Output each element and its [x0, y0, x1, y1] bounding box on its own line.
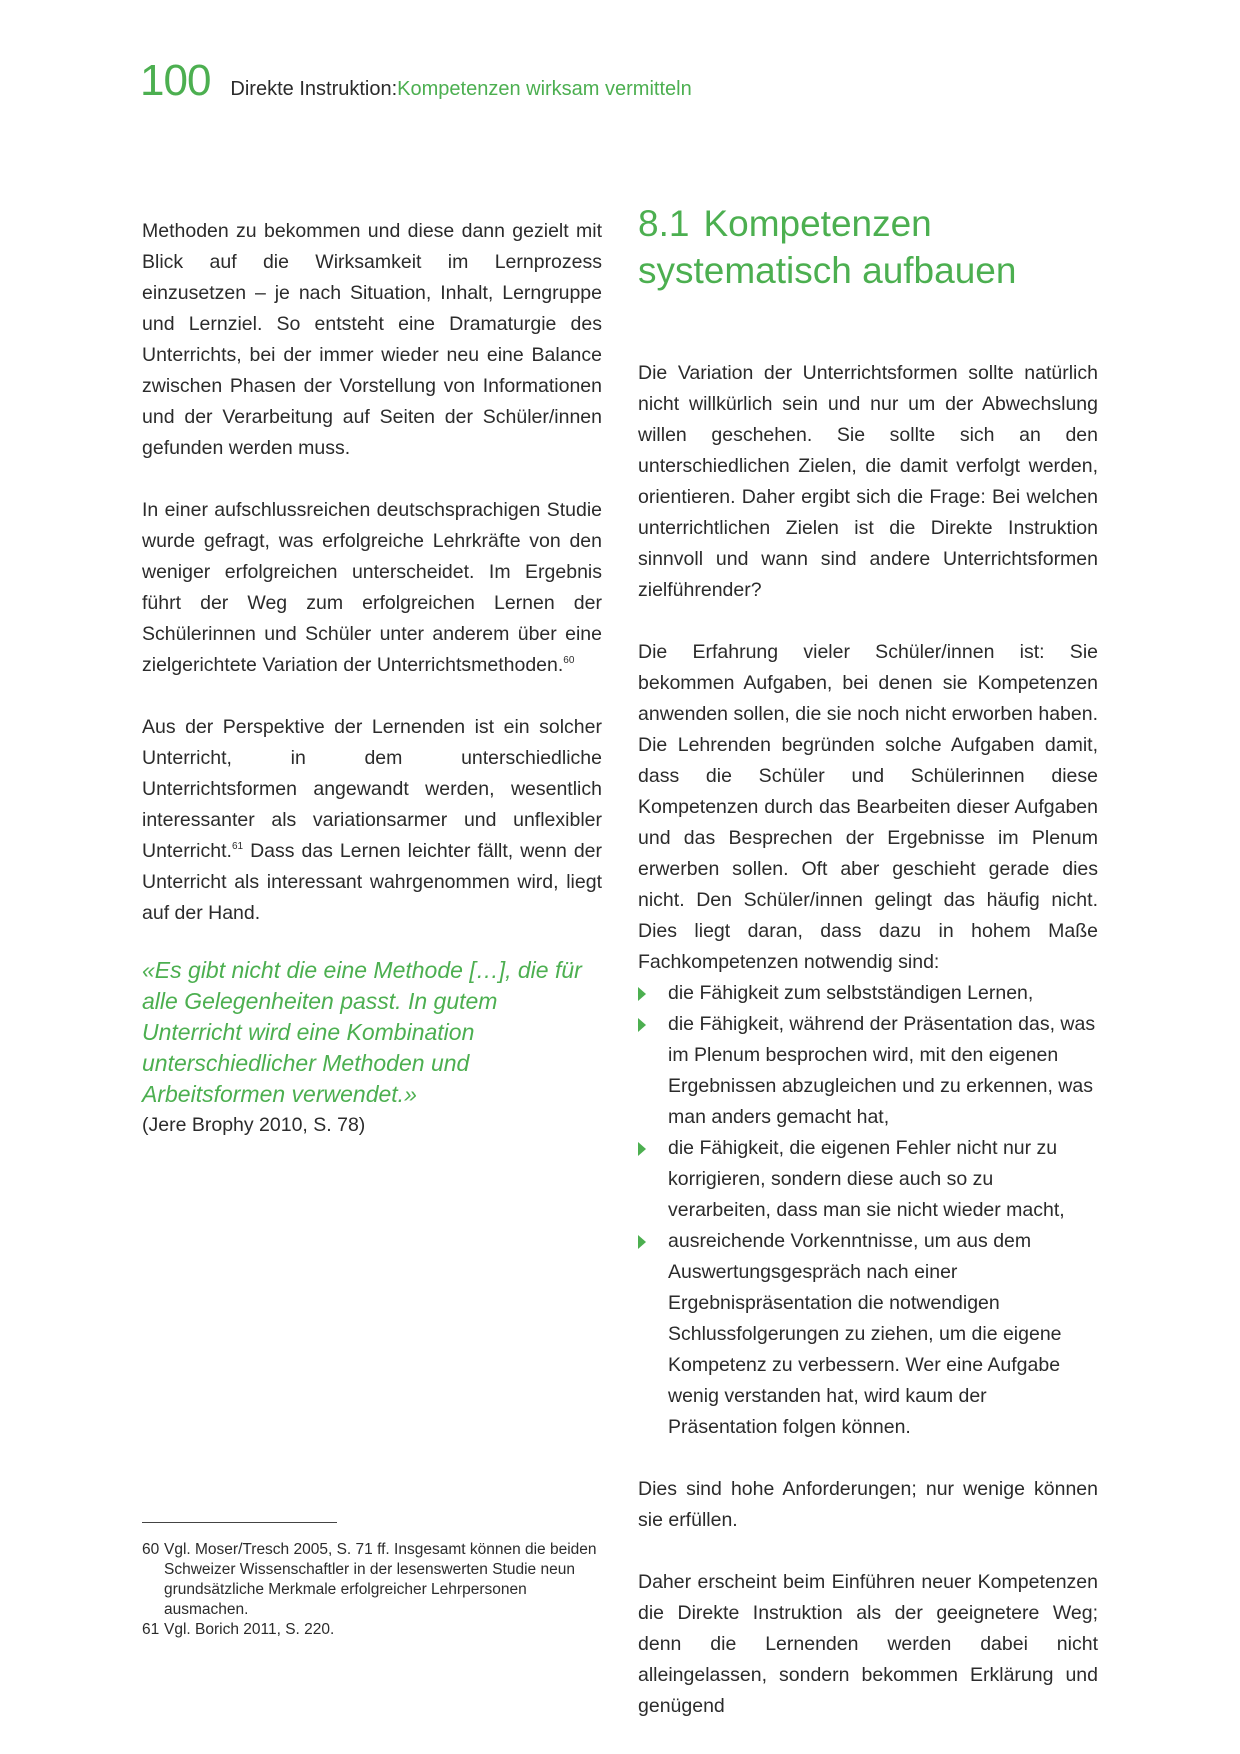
triangle-bullet-icon: [638, 1235, 646, 1249]
section-heading: [638, 200, 1098, 294]
competency-list: [638, 978, 1098, 1443]
paragraph: Aus der Perspektive der Lernenden ist ein solcher Unterricht, in dem unterschiedliche Unterrichtsformen angewandt werden, wesentlich interessanter als variationsarmer und unflexibler Unterricht.$^{61}$ Dass das Lernen leichter fällt, wenn der Unterricht als interessant wahrgenommen wird, liegt auf der Hand.: [142, 716, 602, 924]
paragraph: Methoden zu bekommen und diese dann gezielt mit Blick auf die Wirksamkeit im Lernprozess einzusetzen – je nach Situation, Inhalt, Lerngruppe und Lernziel. So entsteht eine Dramaturgie des Unterrichts, bei der immer wieder neu eine Balance zwischen Phasen der Vorstellung von Informationen und der Verarbeitung auf Seiten der Schüler/innen gefunden werden muss.: [142, 220, 602, 459]
footnotes: [142, 1540, 602, 1640]
left-column: [142, 216, 602, 1141]
triangle-bullet-icon: [638, 1018, 646, 1032]
paragraph: Daher erscheint beim Einführen neuer Kompetenzen die Direkte Instruktion als der geeignetere Weg; denn die Lernenden werden dabei nicht alleingelassen, sondern bekommen Erklärung und genügend: [638, 1571, 1098, 1717]
footnote-ref[interactable]: 61: [231, 841, 244, 852]
list-item: die Fähigkeit, während der Präsentation das, was im Plenum besprochen wird, mit den eigenen Ergebnissen abzugleichen und zu erkennen, was man anders gemacht hat,: [638, 1009, 1098, 1133]
list-item: die Fähigkeit zum selbstständigen Lernen,: [638, 978, 1098, 1009]
running-header: [140, 56, 692, 106]
pull-quote: «Es gibt nicht die eine Methode […], die für alle Gelegenheiten passt. In gutem Unterricht wird eine Kombination unterschiedlicher Methoden und Arbeitsformen verwendet.»: [142, 957, 582, 1107]
footnote-divider: [142, 1522, 337, 1523]
triangle-bullet-icon: [638, 987, 646, 1001]
quote-source: (Jere Brophy 2010, S. 78): [142, 1114, 366, 1136]
list-item: die Fähigkeit, die eigenen Fehler nicht nur zu korrigieren, sondern diese auch so zu verarbeiten, dass man sie nicht wieder macht,: [638, 1133, 1098, 1226]
paragraph: Die Variation der Unterrichtsformen sollte natürlich nicht willkürlich sein und nur um der Abwechslung willen geschehen. Sie sollte sich an den unterschiedlichen Zielen, die damit verfolgt werden, orientieren. Daher ergibt sich die Frage: Bei welchen unterrichtlichen Zielen ist die Direkte Instruktion sinnvoll und wann sind andere Unterrichtsformen zielführender?: [638, 362, 1098, 601]
footnote-60: 60 Vgl. Moser/Tresch 2005, S. 71 ff. Insgesamt können die beiden Schweizer Wissenschaftler in der lesenswerten Studie neun grundsätzliche Merkmale erfolgreicher Lehrpersonen ausmachen.: [142, 1541, 597, 1618]
paragraph: Dies sind hohe Anforderungen; nur wenige können sie erfüllen.: [638, 1478, 1098, 1531]
book-title: Direkte Instruktion:: [230, 78, 398, 100]
footnote-ref[interactable]: 60: [563, 655, 575, 666]
right-column: [638, 200, 1098, 1722]
list-item: ausreichende Vorkenntnisse, um aus dem Auswertungsgespräch nach einer Ergebnispräsentation die notwendigen Schlussfolgerungen zu ziehen, um die eigene Kompetenz zu verbessern. Wer eine Aufgabe wenig verstanden hat, wird kaum der Präsentation folgen können.: [638, 1226, 1098, 1443]
triangle-bullet-icon: [638, 1142, 646, 1156]
footnote-61: 61 Vgl. Borich 2011, S. 220.: [142, 1621, 335, 1638]
paragraph: In einer aufschlussreichen deutschsprachigen Studie wurde gefragt, was erfolgreiche Lehrkräfte von den weniger erfolgreichen unterscheidet. Im Ergebnis führt der Weg zum erfolgreichen Lernen der Schülerinnen und Schüler unter anderem über eine zielgerichtete Variation der Unterrichtsmethoden.$^{60}$: [142, 499, 602, 676]
page-number: 100: [140, 56, 211, 105]
book-subtitle: Kompetenzen wirksam vermitteln: [397, 78, 692, 100]
section-number: 8.1: [638, 203, 690, 244]
paragraph: Die Erfahrung vieler Schüler/innen ist: Sie bekommen Aufgaben, bei denen sie Kompetenzen anwenden sollen, die sie noch nicht erworben haben. Die Lehrenden begründen solche Aufgaben damit, dass die Schüler und Schülerinnen diese Kompetenzen durch das Bearbeiten dieser Aufgaben und das Besprechen der Ergebnisse im Plenum erwerben sollen. Oft aber geschieht gerade dies nicht. Den Schüler/innen gelingt das häufig nicht. Dies liegt daran, dass dazu in hohem Maße Fachkompetenzen notwendig sind:: [638, 641, 1098, 973]
section-title: Kompetenzen systematisch aufbauen: [638, 203, 1017, 291]
